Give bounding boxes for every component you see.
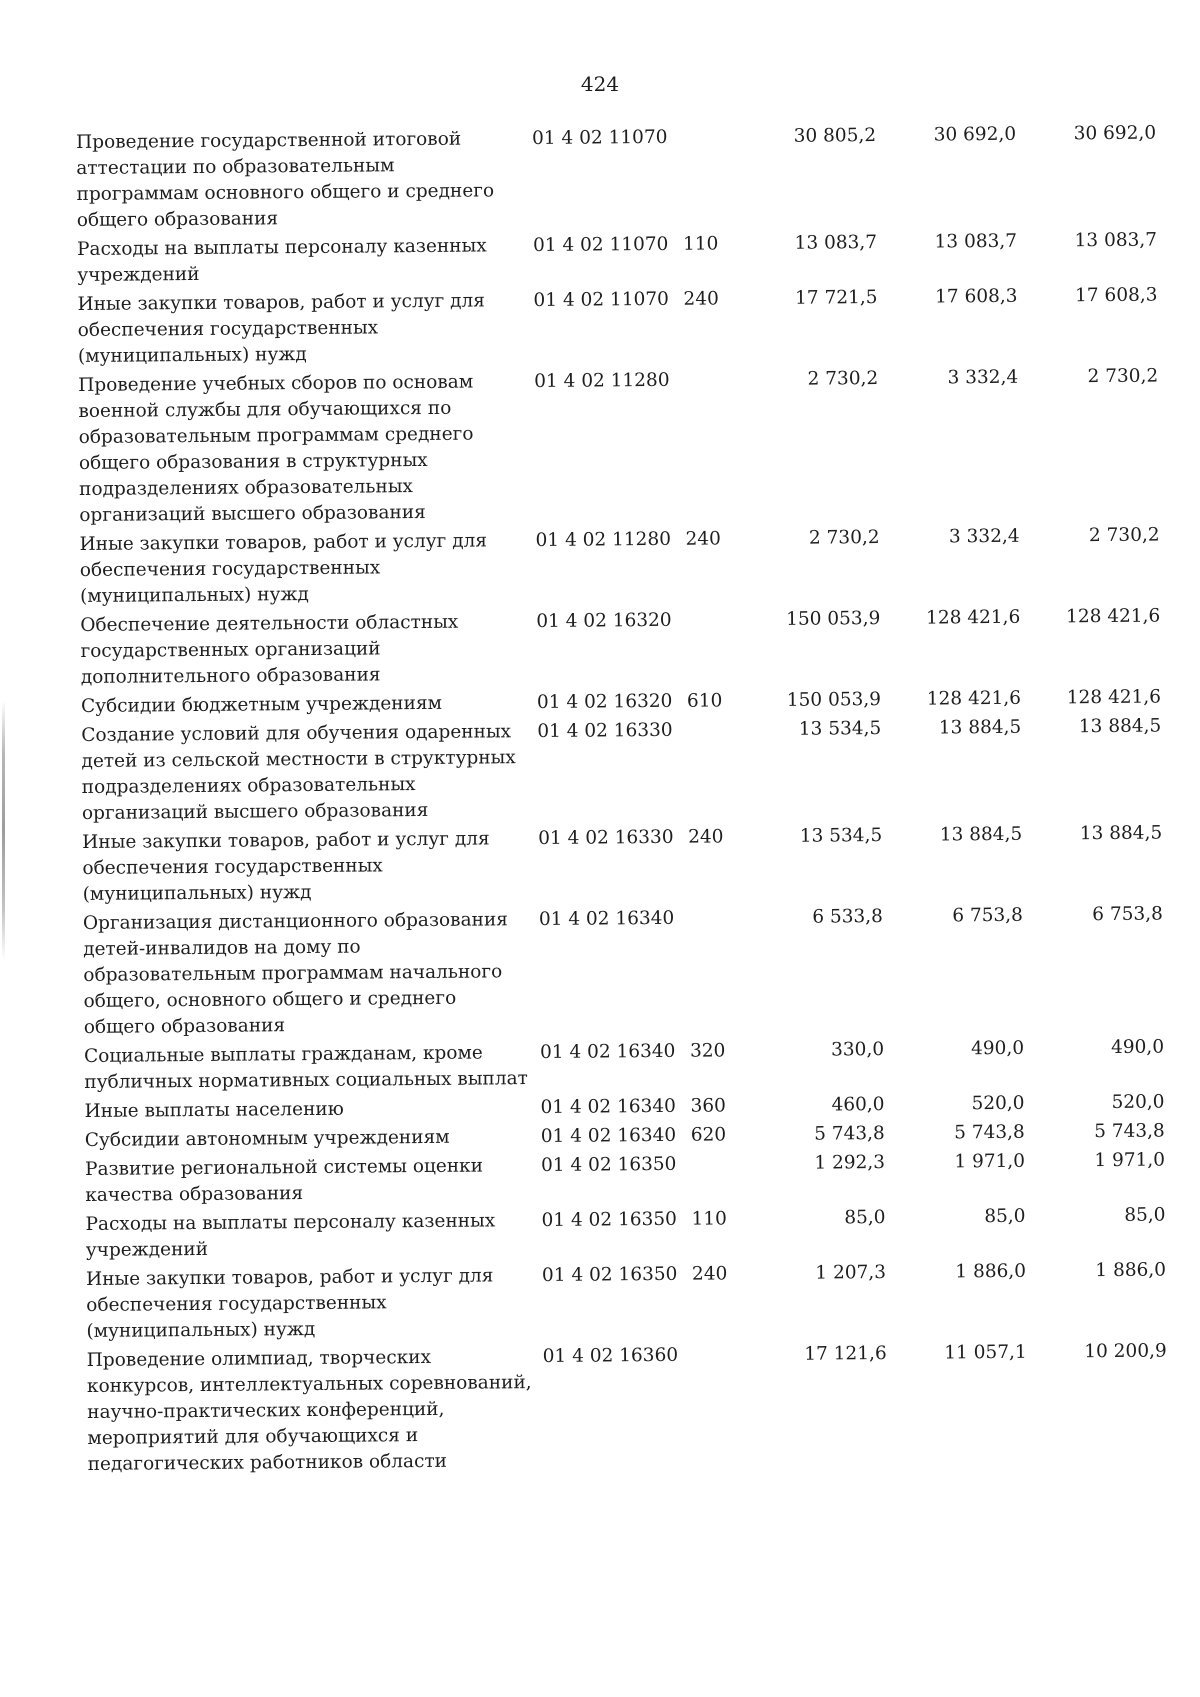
row-value-3: 30 692,0 [1073, 122, 1157, 145]
row-code: 01 4 02 16360 [542, 1344, 679, 1367]
row-code: 01 4 02 16350 [541, 1208, 677, 1231]
row-value-2: 6 753,8 [952, 904, 1023, 927]
table-row [80, 522, 1181, 610]
row-value-1: 17 121,6 [804, 1342, 887, 1365]
row-name: Иные закупки товаров, работ и услуг для обеспечения государственных (муниципальных) нужд [85, 1265, 494, 1342]
row-value-2: 13 083,7 [934, 230, 1018, 253]
row-value-2: 1 971,0 [954, 1150, 1026, 1173]
row-value-3: 13 884,5 [1078, 715, 1162, 738]
row-value-1: 330,0 [830, 1038, 885, 1061]
row-value-2: 3 332,4 [948, 525, 1020, 548]
row-code: 01 4 02 16340 [538, 907, 675, 930]
row-value-2: 520,0 [971, 1092, 1025, 1115]
table-row [81, 713, 1182, 827]
row-expense-type: 240 [691, 1263, 728, 1285]
row-value-3: 17 608,3 [1075, 284, 1158, 307]
row-expense-type: 110 [691, 1208, 727, 1230]
row-value-3: 10 200,9 [1084, 1340, 1167, 1363]
row-value-2: 13 884,5 [939, 823, 1023, 846]
row-value-3: 2 730,2 [1087, 365, 1159, 388]
row-value-3: 1 886,0 [1095, 1259, 1167, 1282]
table-row [77, 227, 1177, 289]
row-value-1: 13 534,5 [799, 824, 883, 847]
table-row [83, 901, 1184, 1041]
row-value-2: 5 743,8 [954, 1121, 1025, 1144]
page-number: 424 [580, 72, 620, 96]
row-value-2: 128 421,6 [926, 687, 1022, 710]
row-value-3: 1 971,0 [1094, 1149, 1166, 1172]
row-expense-type: 320 [689, 1040, 726, 1062]
row-name: Иные закупки товаров, работ и услуг для обеспечения государственных (муниципальных) нужд [79, 530, 488, 607]
row-value-1: 150 053,9 [786, 608, 881, 630]
row-value-3: 2 730,2 [1088, 524, 1160, 547]
row-expense-type [689, 905, 753, 906]
table-row [85, 1147, 1185, 1209]
row-code: 01 4 02 11280 [534, 369, 670, 393]
row-code: 01 4 02 11070 [532, 233, 669, 257]
row-code: 01 4 02 11280 [535, 528, 672, 552]
row-value-2: 1 886,0 [955, 1260, 1027, 1283]
row-value-3: 85,0 [1124, 1204, 1166, 1226]
row-expense-type [691, 1151, 755, 1152]
row-value-1: 460,0 [831, 1093, 885, 1116]
row-value-3: 128 421,6 [1066, 605, 1161, 628]
row-name: Проведение государственной итоговой аттестации по образовательным программам основного общего и среднего общего образования [76, 128, 495, 231]
row-value-1: 85,0 [844, 1206, 886, 1229]
row-code: 01 4 02 16350 [540, 1153, 677, 1176]
row-value-3: 128 421,6 [1066, 686, 1162, 709]
row-expense-type [682, 124, 746, 125]
table-row [82, 820, 1183, 908]
row-expense-type: 610 [686, 690, 723, 712]
row-value-1: 30 805,2 [793, 125, 877, 147]
row-name: Субсидии автономным учреждениям [84, 1126, 450, 1151]
row-name: Проведение учебных сборов по основам военной службы для обучающихся по образовательным программам среднего общего образования в структурных подразделениях образовательных организаций высшего образования [78, 371, 474, 526]
row-name: Обеспечение деятельности областных государственных организаций дополнительного образования [80, 611, 459, 688]
row-expense-type: 240 [683, 288, 719, 310]
row-code: 01 4 02 11070 [533, 288, 669, 312]
row-value-2: 490,0 [970, 1037, 1025, 1060]
table-row [76, 120, 1177, 234]
row-expense-type: 620 [690, 1124, 727, 1146]
row-name: Иные выплаты населению [84, 1098, 344, 1122]
budget-table [76, 120, 1188, 1481]
row-name: Развитие региональной системы оценки качества образования [84, 1155, 484, 1206]
row-value-1: 1 207,3 [815, 1261, 887, 1284]
row-value-2: 85,0 [984, 1205, 1026, 1228]
row-value-1: 13 534,5 [798, 717, 882, 740]
row-value-2: 3 332,4 [947, 366, 1019, 389]
row-code: 01 4 02 16330 [538, 826, 674, 849]
row-code: 01 4 02 11070 [532, 126, 668, 150]
table-row [86, 1257, 1187, 1345]
table-row [78, 363, 1179, 529]
row-value-1: 1 292,3 [814, 1151, 886, 1174]
row-expense-type [687, 717, 751, 718]
row-value-3: 6 753,8 [1092, 903, 1163, 926]
row-value-1: 13 083,7 [794, 232, 878, 254]
row-name: Проведение олимпиад, творческих конкурсов, интеллектуальных соревнований, научно-практических конференций, мероприятий для обучающихся и педагогических работников области [86, 1346, 532, 1475]
row-value-1: 2 730,2 [808, 527, 880, 549]
row-expense-type: 240 [688, 826, 724, 848]
row-code: 01 4 02 16350 [541, 1263, 678, 1286]
table-row [80, 603, 1181, 691]
row-value-2: 128 421,6 [926, 606, 1021, 629]
row-value-2: 11 057,1 [944, 1341, 1027, 1364]
row-expense-type: 240 [685, 528, 721, 550]
row-value-1: 150 053,9 [786, 688, 882, 711]
row-name: Иные закупки товаров, работ и услуг для обеспечения государственных (муниципальных) нужд [82, 828, 490, 905]
row-expense-type: 360 [690, 1095, 726, 1117]
row-name: Расходы на выплаты персоналу казенных учреждений [85, 1210, 496, 1261]
row-expense-type [686, 607, 750, 608]
row-name: Субсидии бюджетным учреждениям [80, 692, 443, 717]
row-expense-type [693, 1342, 757, 1343]
row-value-2: 30 692,0 [933, 123, 1017, 146]
row-expense-type: 110 [682, 233, 719, 255]
row-value-3: 520,0 [1111, 1091, 1165, 1113]
row-code: 01 4 02 16320 [536, 690, 673, 713]
table-row [85, 1202, 1185, 1264]
row-value-3: 13 083,7 [1074, 229, 1158, 252]
row-code: 01 4 02 16340 [539, 1040, 676, 1063]
row-code: 01 4 02 16320 [536, 609, 672, 633]
row-value-1: 6 533,8 [812, 905, 883, 928]
row-name: Иные закупки товаров, работ и услуг для обеспечения государственных (муниципальных) нужд [77, 290, 486, 367]
row-name: Расходы на выплаты персоналу казенных учреждений [76, 235, 487, 286]
row-name: Создание условий для обучения одаренных детей из сельской местности в структурных подразделениях образовательных организаций высшего образования [81, 721, 516, 824]
row-code: 01 4 02 16330 [537, 719, 673, 742]
row-value-2: 13 884,5 [938, 716, 1022, 739]
scan-edge-shadow [2, 700, 5, 960]
row-value-3: 13 884,5 [1079, 822, 1163, 845]
row-value-1: 17 721,5 [795, 287, 878, 309]
row-value-1: 5 743,8 [814, 1122, 885, 1145]
row-name: Организация дистанционного образования детей-инвалидов на дому по образовательным программам начального общего, основного общего и среднего общего образования [82, 909, 508, 1038]
row-code: 01 4 02 16340 [540, 1095, 676, 1118]
table-row [84, 1034, 1184, 1096]
row-expense-type [684, 367, 748, 368]
row-value-2: 17 608,3 [935, 285, 1018, 308]
table-row [87, 1338, 1188, 1478]
row-code: 01 4 02 16340 [540, 1124, 677, 1147]
table-row [77, 282, 1178, 370]
row-value-3: 5 743,8 [1094, 1120, 1165, 1143]
row-value-3: 490,0 [1110, 1036, 1165, 1059]
row-name: Социальные выплаты гражданам, кроме публичных нормативных социальных выплат [83, 1042, 528, 1093]
row-value-1: 2 730,2 [807, 368, 879, 390]
